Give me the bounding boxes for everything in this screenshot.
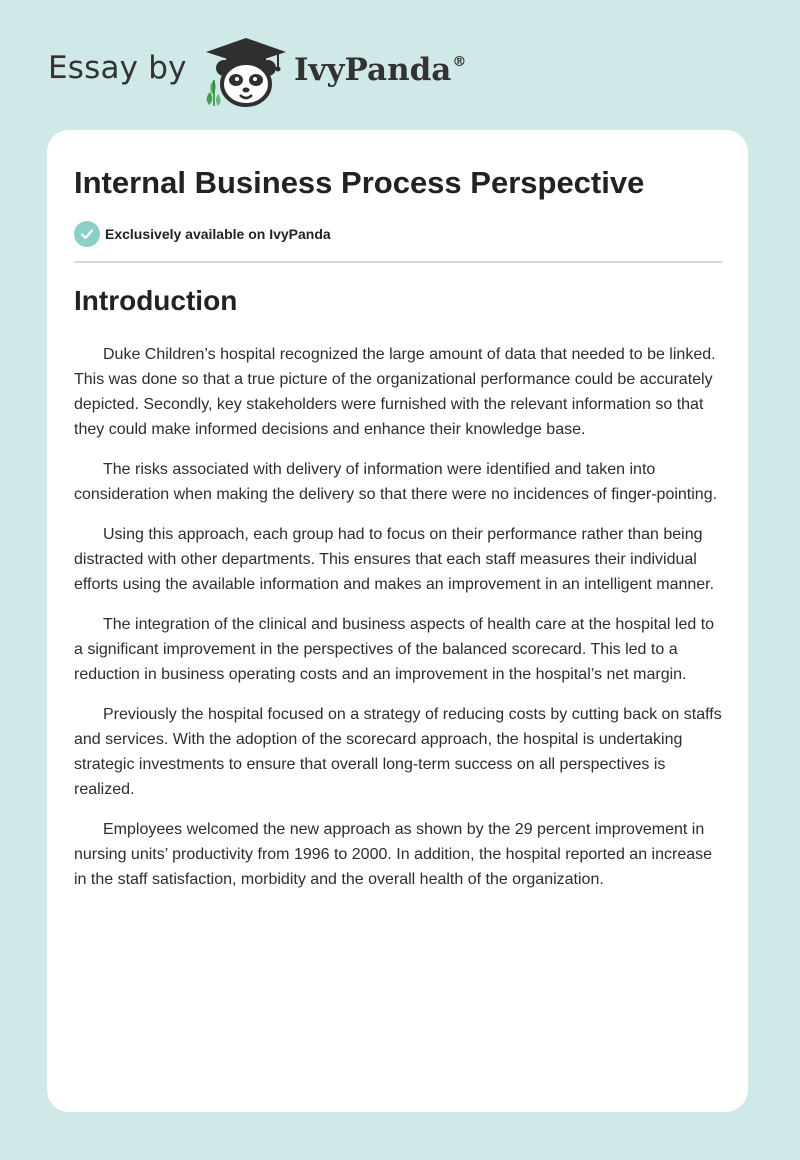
registered-mark: ® [452,54,467,70]
article-card [47,130,748,1112]
paragraph: The risks associated with delivery of information were identified and taken into consideration when making the delivery so that there were no incidences of finger-pointing. [74,461,718,503]
section-heading: Introduction [74,285,238,316]
divider [74,261,723,263]
paragraph: Previously the hospital focused on a strategy of reducing costs by cutting back on staffs and services. With the adoption of the scorecard approach, the hospital is undertaking strategic investments to ensure that overall long-term success on all perspectives is realized. [74,706,722,798]
badge-label: Exclusively available on IvyPanda [105,226,331,242]
page-title: Internal Business Process Perspective [74,165,645,200]
site-header [0,0,800,128]
check-circle-icon [74,221,100,247]
brand-prefix: Essay by [48,50,187,86]
exclusive-badge [74,221,331,247]
panda-graduate-icon[interactable] [200,34,292,110]
article-body [74,342,726,907]
brand-name[interactable]: IvyPanda® [294,52,467,88]
paragraph: Employees welcomed the new approach as shown by the 29 percent improvement in nursing units’ productivity from 1996 to 2000. In addition, the hospital reported an increase in the staff satisfaction, morbidity and the overall health of the organization. [74,821,713,888]
paragraph: Using this approach, each group had to focus on their performance rather than being distracted with other departments. This ensures that each staff measures their individual efforts using the available information and makes an improvement in an intelligent manner. [74,526,715,593]
paragraph: The integration of the clinical and business aspects of health care at the hospital led to a significant improvement in the perspectives of the balanced scorecard. This led to a reduction in business operating costs and an improvement in the hospital’s net margin. [74,616,715,683]
paragraph: Duke Children’s hospital recognized the large amount of data that needed to be linked. This was done so that a true picture of the organizational performance could be accurately depicted. Secondly, key stakeholders were furnished with the relevant information so that they could make informed decisions and enhance their knowledge base. [74,346,716,438]
